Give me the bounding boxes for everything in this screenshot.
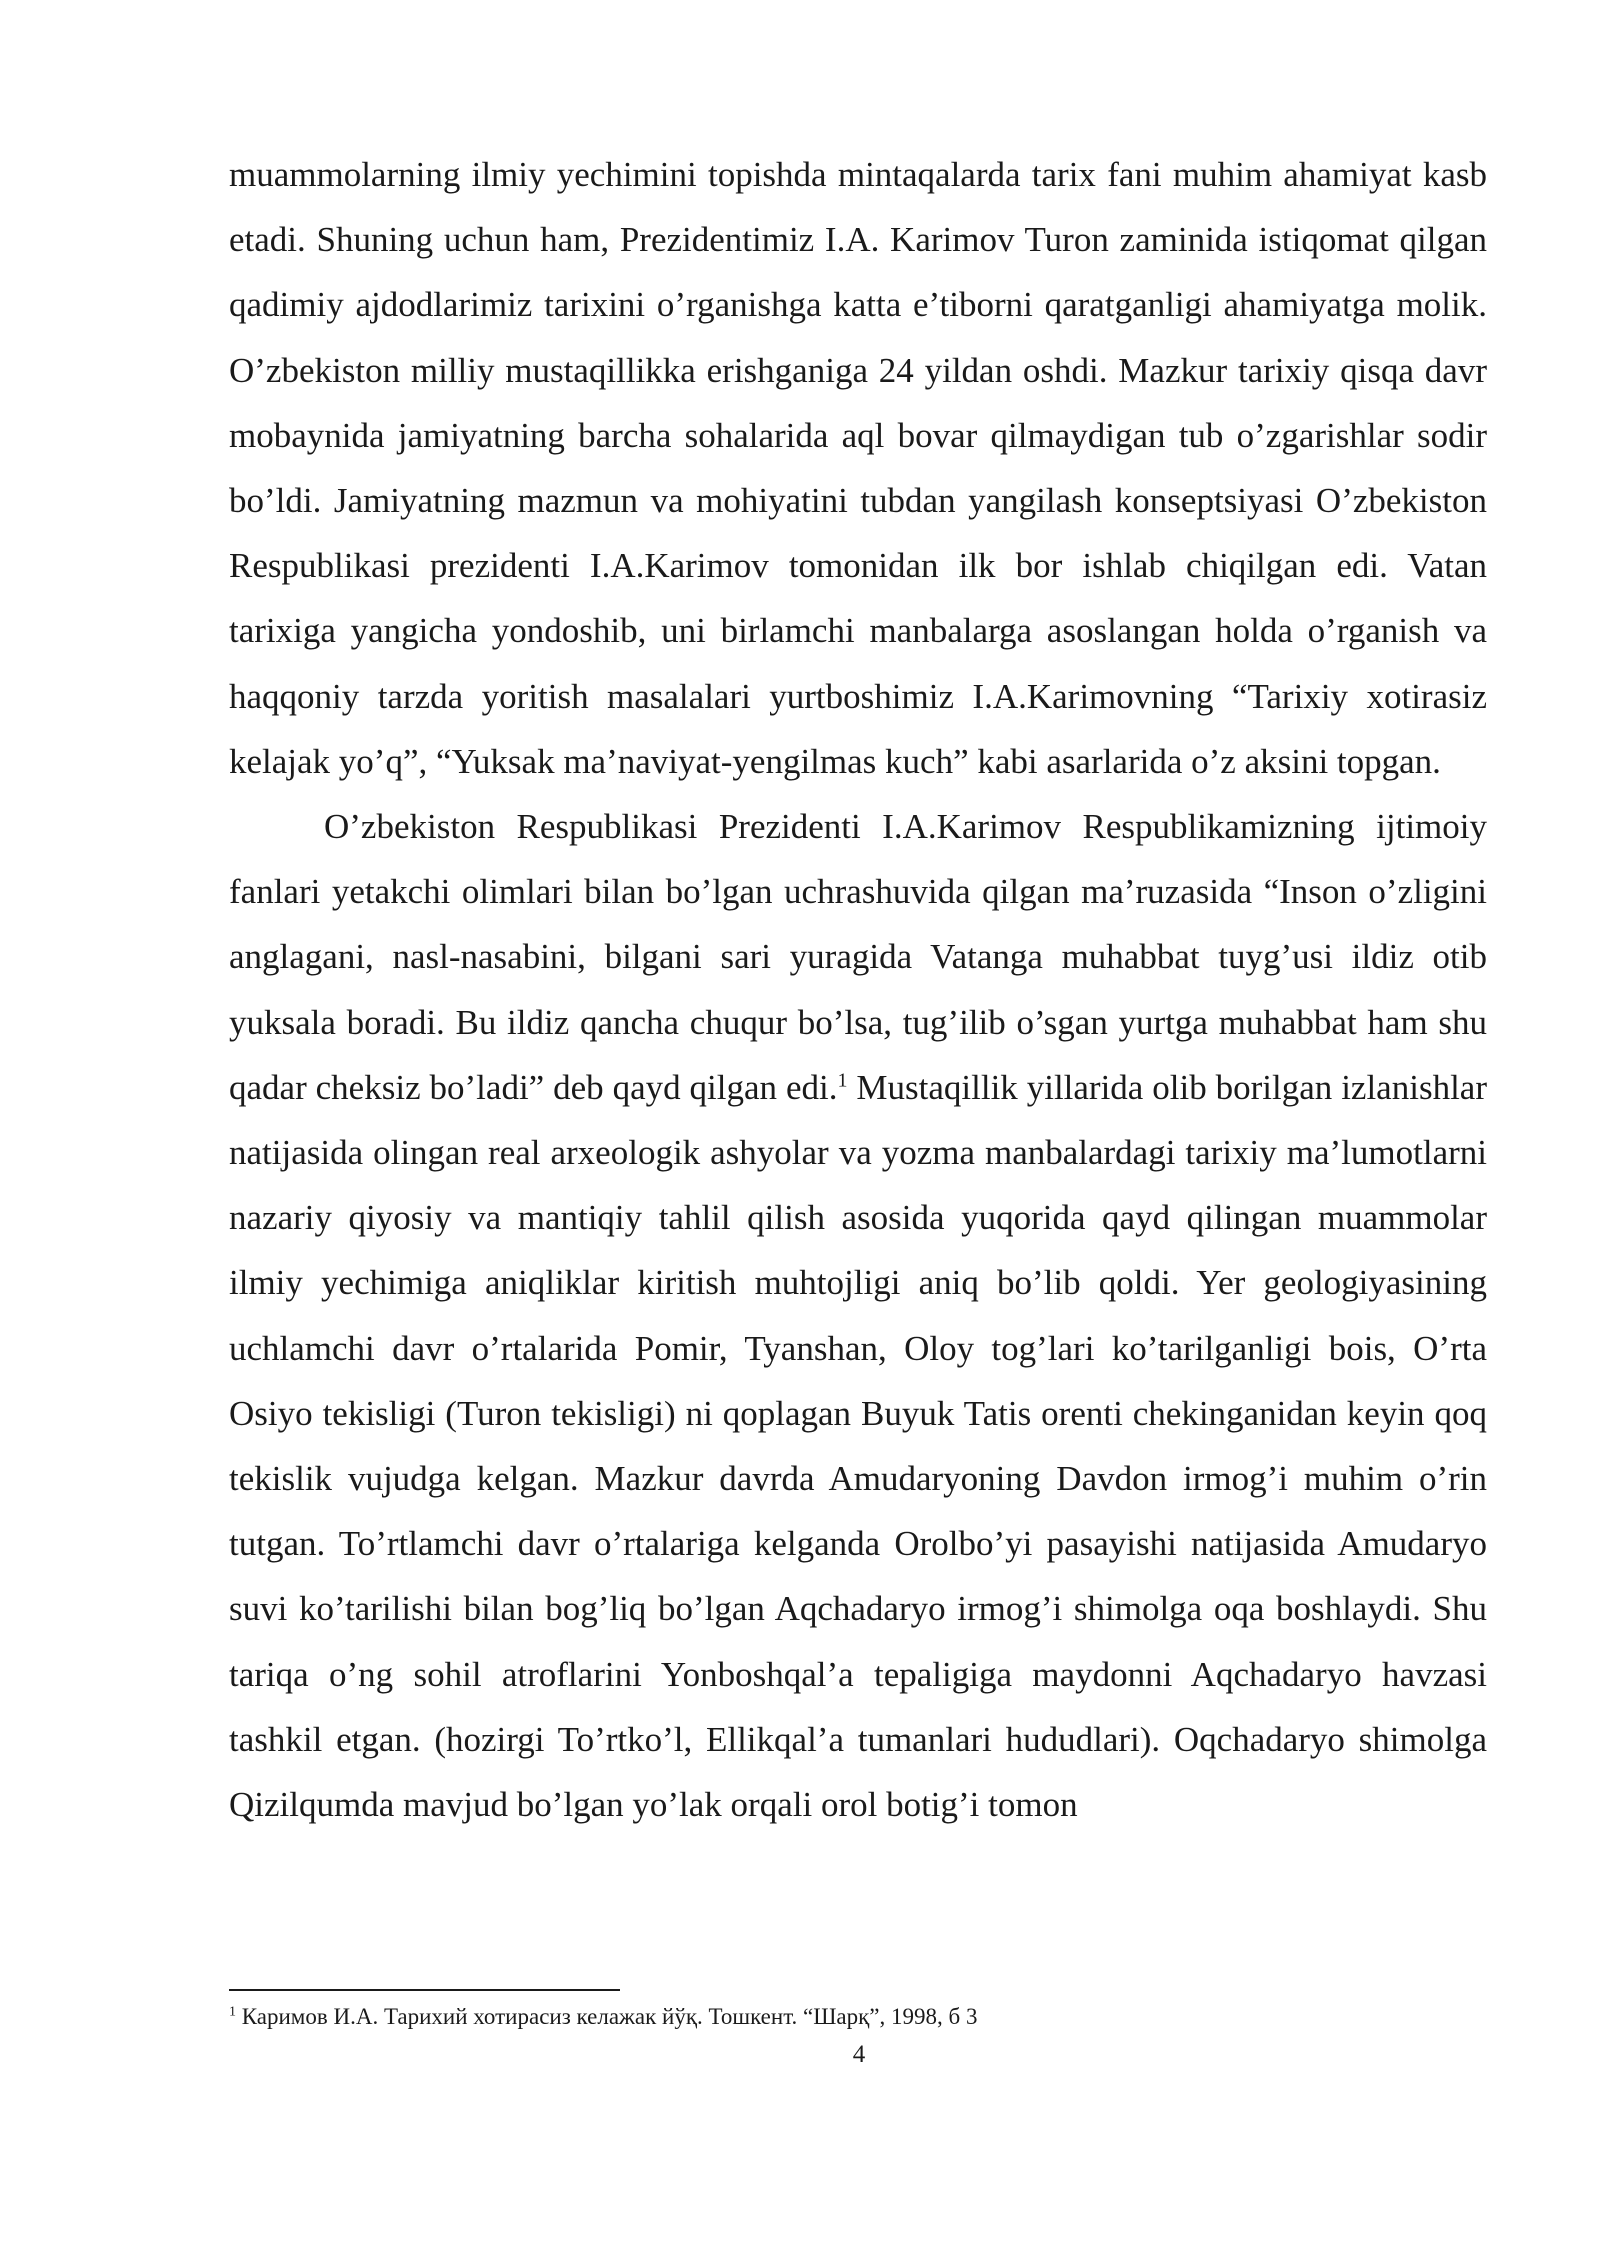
footnote-marker: 1 xyxy=(229,2004,236,2020)
paragraph-2 xyxy=(229,794,1487,1837)
page-number: 4 xyxy=(852,2041,866,2068)
paragraph-1: muammolarning ilmiy yechimini topishda mintaqalarda tarix fani muhim ahamiyat kasb etadi. Shuning uchun ham, Prezidentimiz I.A. Karimov Turon zaminida istiqomat qilgan qadimiy ajdodlarimiz tarixini o’rganishga katta e’tiborni qaratganligi ahamiyatga molik. O’zbekiston milliy mustaqillikka erishganiga 24 yildan oshdi. Mazkur tarixiy qisqa davr mobaynida jamiyatning barcha sohalarida aql bovar qilmaydigan tub o’zgarishlar sodir bo’ldi. Jamiyatning mazmun va mohiyatini tubdan yangilash konseptsiyasi O’zbekiston Respublikasi prezidenti I.A.Karimov tomonidan ilk bor ishlab chiqilgan edi. Vatan tarixiga yangicha yondoshib, uni birlamchi manbalarga asoslangan holda o’rganish va haqqoniy tarzda yoritish masalalari yurtboshimiz I.A.Karimovning “Tarixiy xotirasiz kelajak yo’q”, “Yuksak ma’naviyat-yengilmas kuch” kabi asarlarida o’z aksini topgan. xyxy=(229,155,1487,781)
paragraph-2-text-after-ref: Mustaqillik yillarida olib borilgan izlanishlar natijasida olingan real arxeologik ashyolar va yozma manbalardagi tarixiy ma’lumotlarni nazariy qiyosiy va mantiqiy tahlil qilish asosida yuqorida qayd qilingan muammolar ilmiy yechimiga aniqliklar kiritish muhtojligi aniq bo’lib qoldi. Yer geologiyasining uchlamchi davr o’rtalarida Pomir, Tyanshan, Oloy tog’lari ko’tarilganligi bois, O’rta Osiyo tekisligi (Turon tekisligi) ni qoplagan Buyuk Tatis orenti chekinganidan keyin qoq tekislik vujudga kelgan. Mazkur davrda Amudaryoning Davdon irmog’i muhim o’rin tutgan. To’rtlamchi davr o’rtalariga kelganda Orolbo’yi pasayishi natijasida Amudaryo suvi ko’tarilishi bilan bog’liq bo’lgan Aqchadaryo irmog’i shimolga oqa boshlaydi. Shu tariqa o’ng sohil atroflarini Yonboshqal’a tepaligiga maydonni Aqchadaryo havzasi tashkil etgan. (hozirgi To’rtko’l, Ellikqal’a tumanlari hududlari). Oqchadaryo shimolga Qizilqumda mavjud bo’lgan yo’lak orqali orol botig’i tomon xyxy=(229,1067,1487,1825)
footnote-text: Каримов И.А. Тарихий хотирасиз келажак йўқ. Тошкент. “Шарқ”, 1998, б 3 xyxy=(236,2004,978,2029)
footnote-separator xyxy=(229,1989,620,1991)
body-text xyxy=(229,142,1487,1837)
paragraph-2-text-before-ref: O’zbekiston Respublikasi Prezidenti I.A.Karimov Respublikamizning ijtimoiy fanlari yetakchi olimlari bilan bo’lgan uchrashuvida qilgan ma’ruzasida “Inson o’zligini anglagani, nasl-nasabini, bilgani sari yuragida Vatanga muhabbat tuyg’usi ildiz otib yuksala boradi. Bu ildiz qancha chuqur bo’lsa, tug’ilib o’sgan yurtga muhabbat ham shu qadar cheksiz bo’ladi” deb qayd qilgan edi. xyxy=(229,807,1487,1107)
footnote-reference: 1 xyxy=(837,1069,848,1092)
footnote xyxy=(229,2002,1487,2032)
